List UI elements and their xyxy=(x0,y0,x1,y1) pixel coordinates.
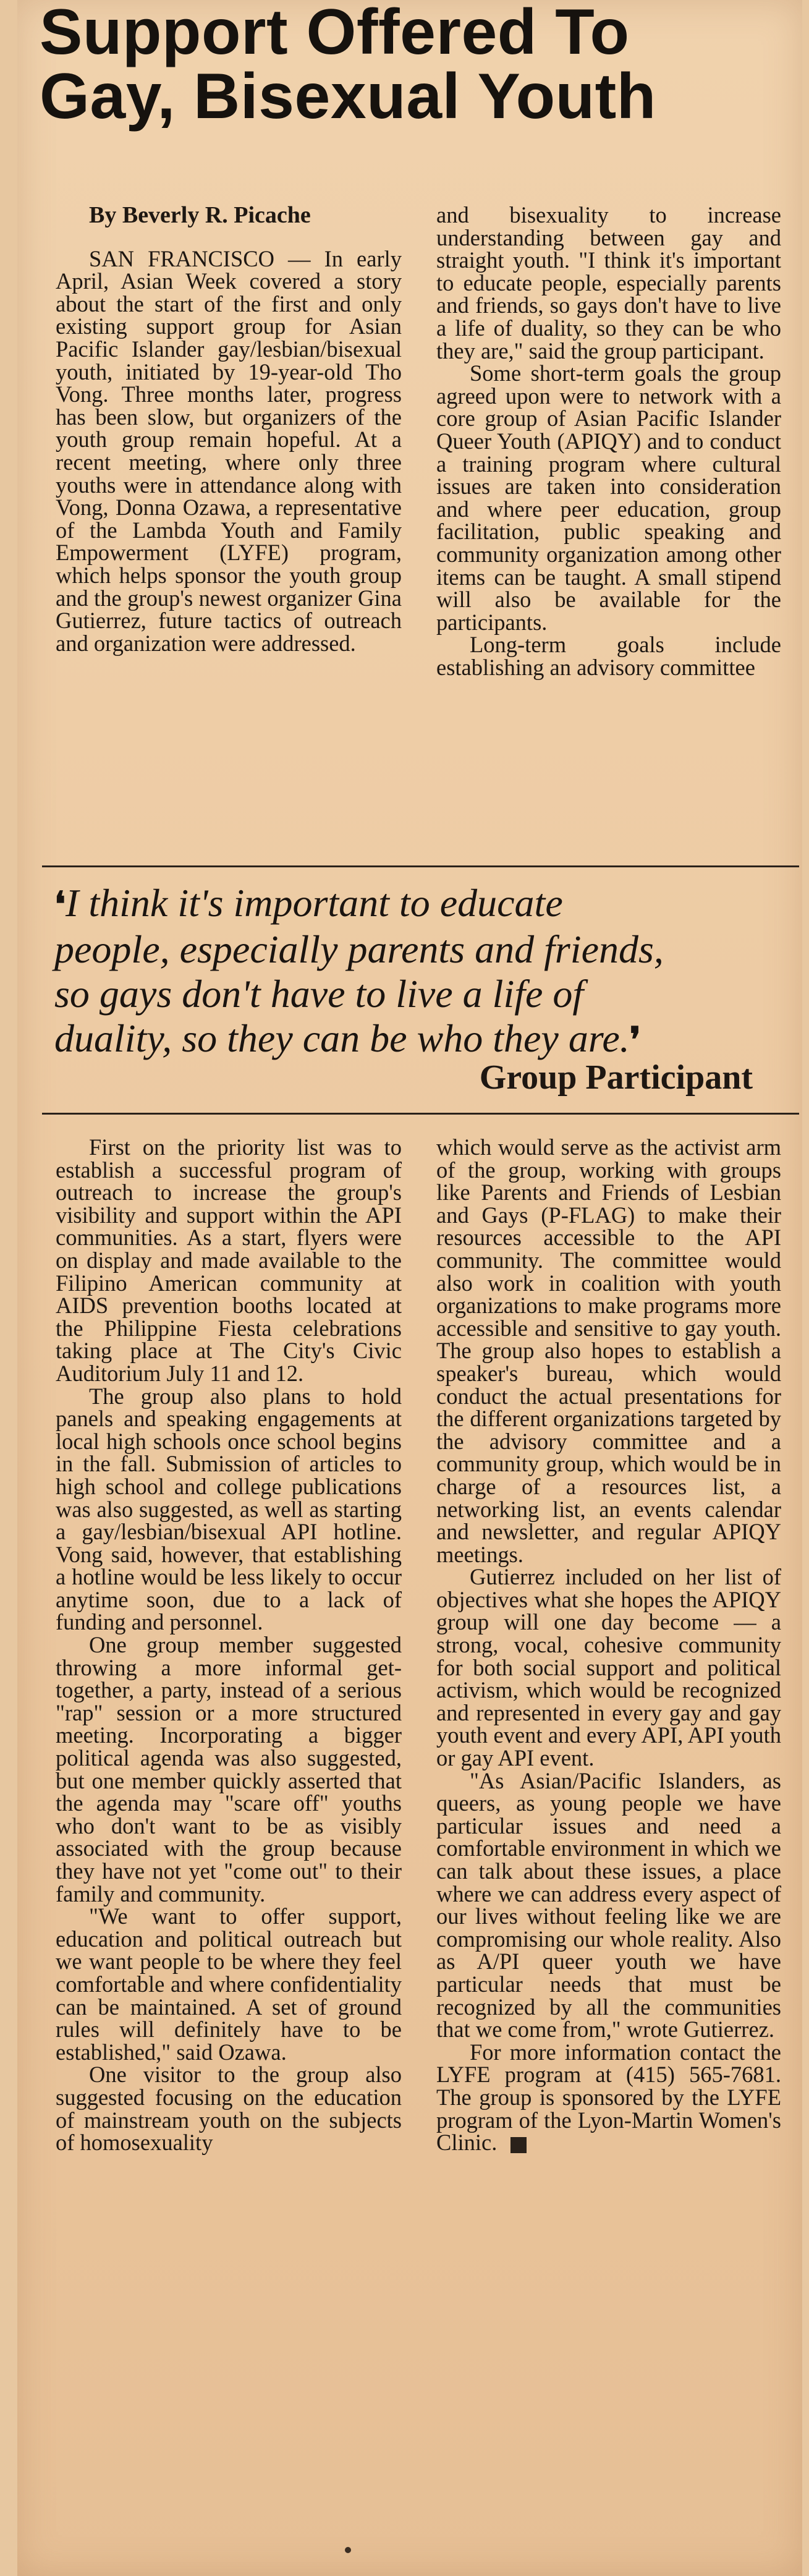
bottom-left-paragraph-3: One group member suggested throwing a more informal get-together, a party, instead of a serious "rap" session or a more structured meeting. Incorporating a bigger political agenda was also suggested, but one member quickly asserted that the agenda may "scare off" youths who don't want to be as visibly associated with the group because they have not yet "come out" to their family and community. xyxy=(56,1632,402,1906)
bottom-right-paragraph-2: Gutierrez included on her list of objectives what she hopes the APIQY group will one day become — a strong, vocal, cohesive community for both social support and political activism, which would be recognized and represented in every gay and gay youth event and every API, API youth or gay API event. xyxy=(436,1564,781,1771)
pull-quote-line-2: people, especially parents and friends, xyxy=(54,927,664,971)
newspaper-clipping xyxy=(17,0,802,2576)
byline: By Beverly R. Picache xyxy=(89,202,311,228)
pull-quote-text-1: I think it's important to educate xyxy=(66,881,563,925)
bottom-left-paragraph-4: "We want to offer support, education and political outreach but we want people to be where they feel comfortable and where confidentiality can be maintained. A set of ground rules will definitely have to be established," said Ozawa. xyxy=(56,1903,402,2065)
bottom-right-paragraph-1: which would serve as the activist arm of the group, working with groups like Parents and Friends of Lesbian and Gays (P-FLAG) to make their resources accessible to the API community. The committee would also work in coalition with youth organizations to make programs more accessible and sensitive to gay youth. The group also hopes to establish a speaker's bureau, which would conduct the actual presentations for the different organizations targeted by the advisory committee and a community group, which would be in charge of a resources list, a networking list, an events calendar and newsletter, and regular APIQY meetings. xyxy=(436,1134,781,1567)
pull-quote-bottom-rule xyxy=(42,1113,799,1115)
pull-quote xyxy=(54,881,790,1063)
bottom-right-paragraph-4 xyxy=(436,2041,781,2154)
pull-quote-line-4 xyxy=(54,1016,790,1063)
headline xyxy=(40,0,800,132)
top-left-paragraph: SAN FRANCISCO — In early April, Asian Week covered a story about the start of the first and only existing support group for Asian Pacific Islander gay/lesbian/bisexual youth, initiated by 19-year-old Tho Vong. Three months later, progress has been slow, but organizers of the youth group remain hopeful. At a recent meeting, where only three youths were in attendance along with Vong, Donna Ozawa, a representative of the Lambda Youth and Family Empowerment (LYFE) program, which helps sponsor the youth group and the group's newest organizer Gina Gutierrez, future tactics of outreach and organization were addressed. xyxy=(56,245,402,656)
pull-quote-attribution: Group Participant xyxy=(479,1058,753,1097)
top-right-paragraph-1: and bisexuality to increase understanding between gay and straight youth. "I think it's important to educate people, especially parents and friends, so gays don't have to live a life of duality, so they can be who they are," said the group participant. xyxy=(436,202,781,363)
bottom-right-paragraph-3: "As Asian/Pacific Islanders, as queers, as young people we have particular issues and need a comfortable environment in which we can talk about these issues, a place where we can address every aspect of our lives without feeling like we are compromising our whole reality. Also as A/PI queer youth we have particular needs that must be recognized by all the communities that we come from," wrote Gutierrez. xyxy=(436,1767,781,2043)
bottom-left-paragraph-1: First on the priority list was to establish a successful program of outreach to increase the group's visibility and support within the API communities. As a start, flyers were on display and made available to the Filipino American community at AIDS prevention booths located at the Philippine Fiesta celebrations taking place at The City's Civic Auditorium July 11 and 12. xyxy=(56,1134,402,1386)
bottom-left-paragraph-2: The group also plans to hold panels and speaking engagements at local high schools once school begins in the fall. Submission of articles to high school and college publications was also suggested, as well as starting a gay/lesbian/bisexual API hotline. Vong said, however, that establishing a hotline would be less likely to occur anytime soon, due to a lack of funding and personnel. xyxy=(56,1383,402,1635)
close-quote-mark: ❜ xyxy=(629,1021,641,1060)
top-right-paragraph-2: Some short-term goals the group agreed upon were to network with a core group of Asian Pacific Islander Queer Youth (APIQY) and to conduct a training program where cultural issues are taken into consideration and where peer education, group facilitation, public speaking and community organization among other items can be taught. A small stipend will also be available for the participants. xyxy=(436,360,781,635)
top-left-column xyxy=(56,204,402,655)
open-quote-mark: ❛ xyxy=(54,886,66,924)
bottom-left-paragraph-5: One visitor to the group also suggested focusing on the education of mainstream youth on the subjects of homosexuality xyxy=(56,2062,402,2156)
pull-quote-text-4: duality, so they can be who they are. xyxy=(54,1016,630,1060)
headline-line-1: Support Offered To xyxy=(40,0,630,68)
bottom-right-column xyxy=(436,1136,781,2154)
pull-quote-top-rule xyxy=(42,865,799,867)
pull-quote-line-3: so gays don't have to live a life of xyxy=(54,972,584,1016)
end-of-article-mark xyxy=(510,2137,527,2153)
pull-quote-line-1 xyxy=(54,881,790,927)
top-right-paragraph-3: Long-term goals include establishing an advisory committee xyxy=(436,632,781,680)
ink-speck xyxy=(345,2547,351,2553)
bottom-left-column xyxy=(56,1136,402,2154)
headline-line-2: Gay, Bisexual Youth xyxy=(40,61,656,132)
top-right-column xyxy=(436,204,781,679)
closing-text: For more information contact the LYFE program at (415) 565-7681. The group is sponsored by the LYFE program of the Lyon-Martin Women's Clinic. xyxy=(436,2039,781,2156)
